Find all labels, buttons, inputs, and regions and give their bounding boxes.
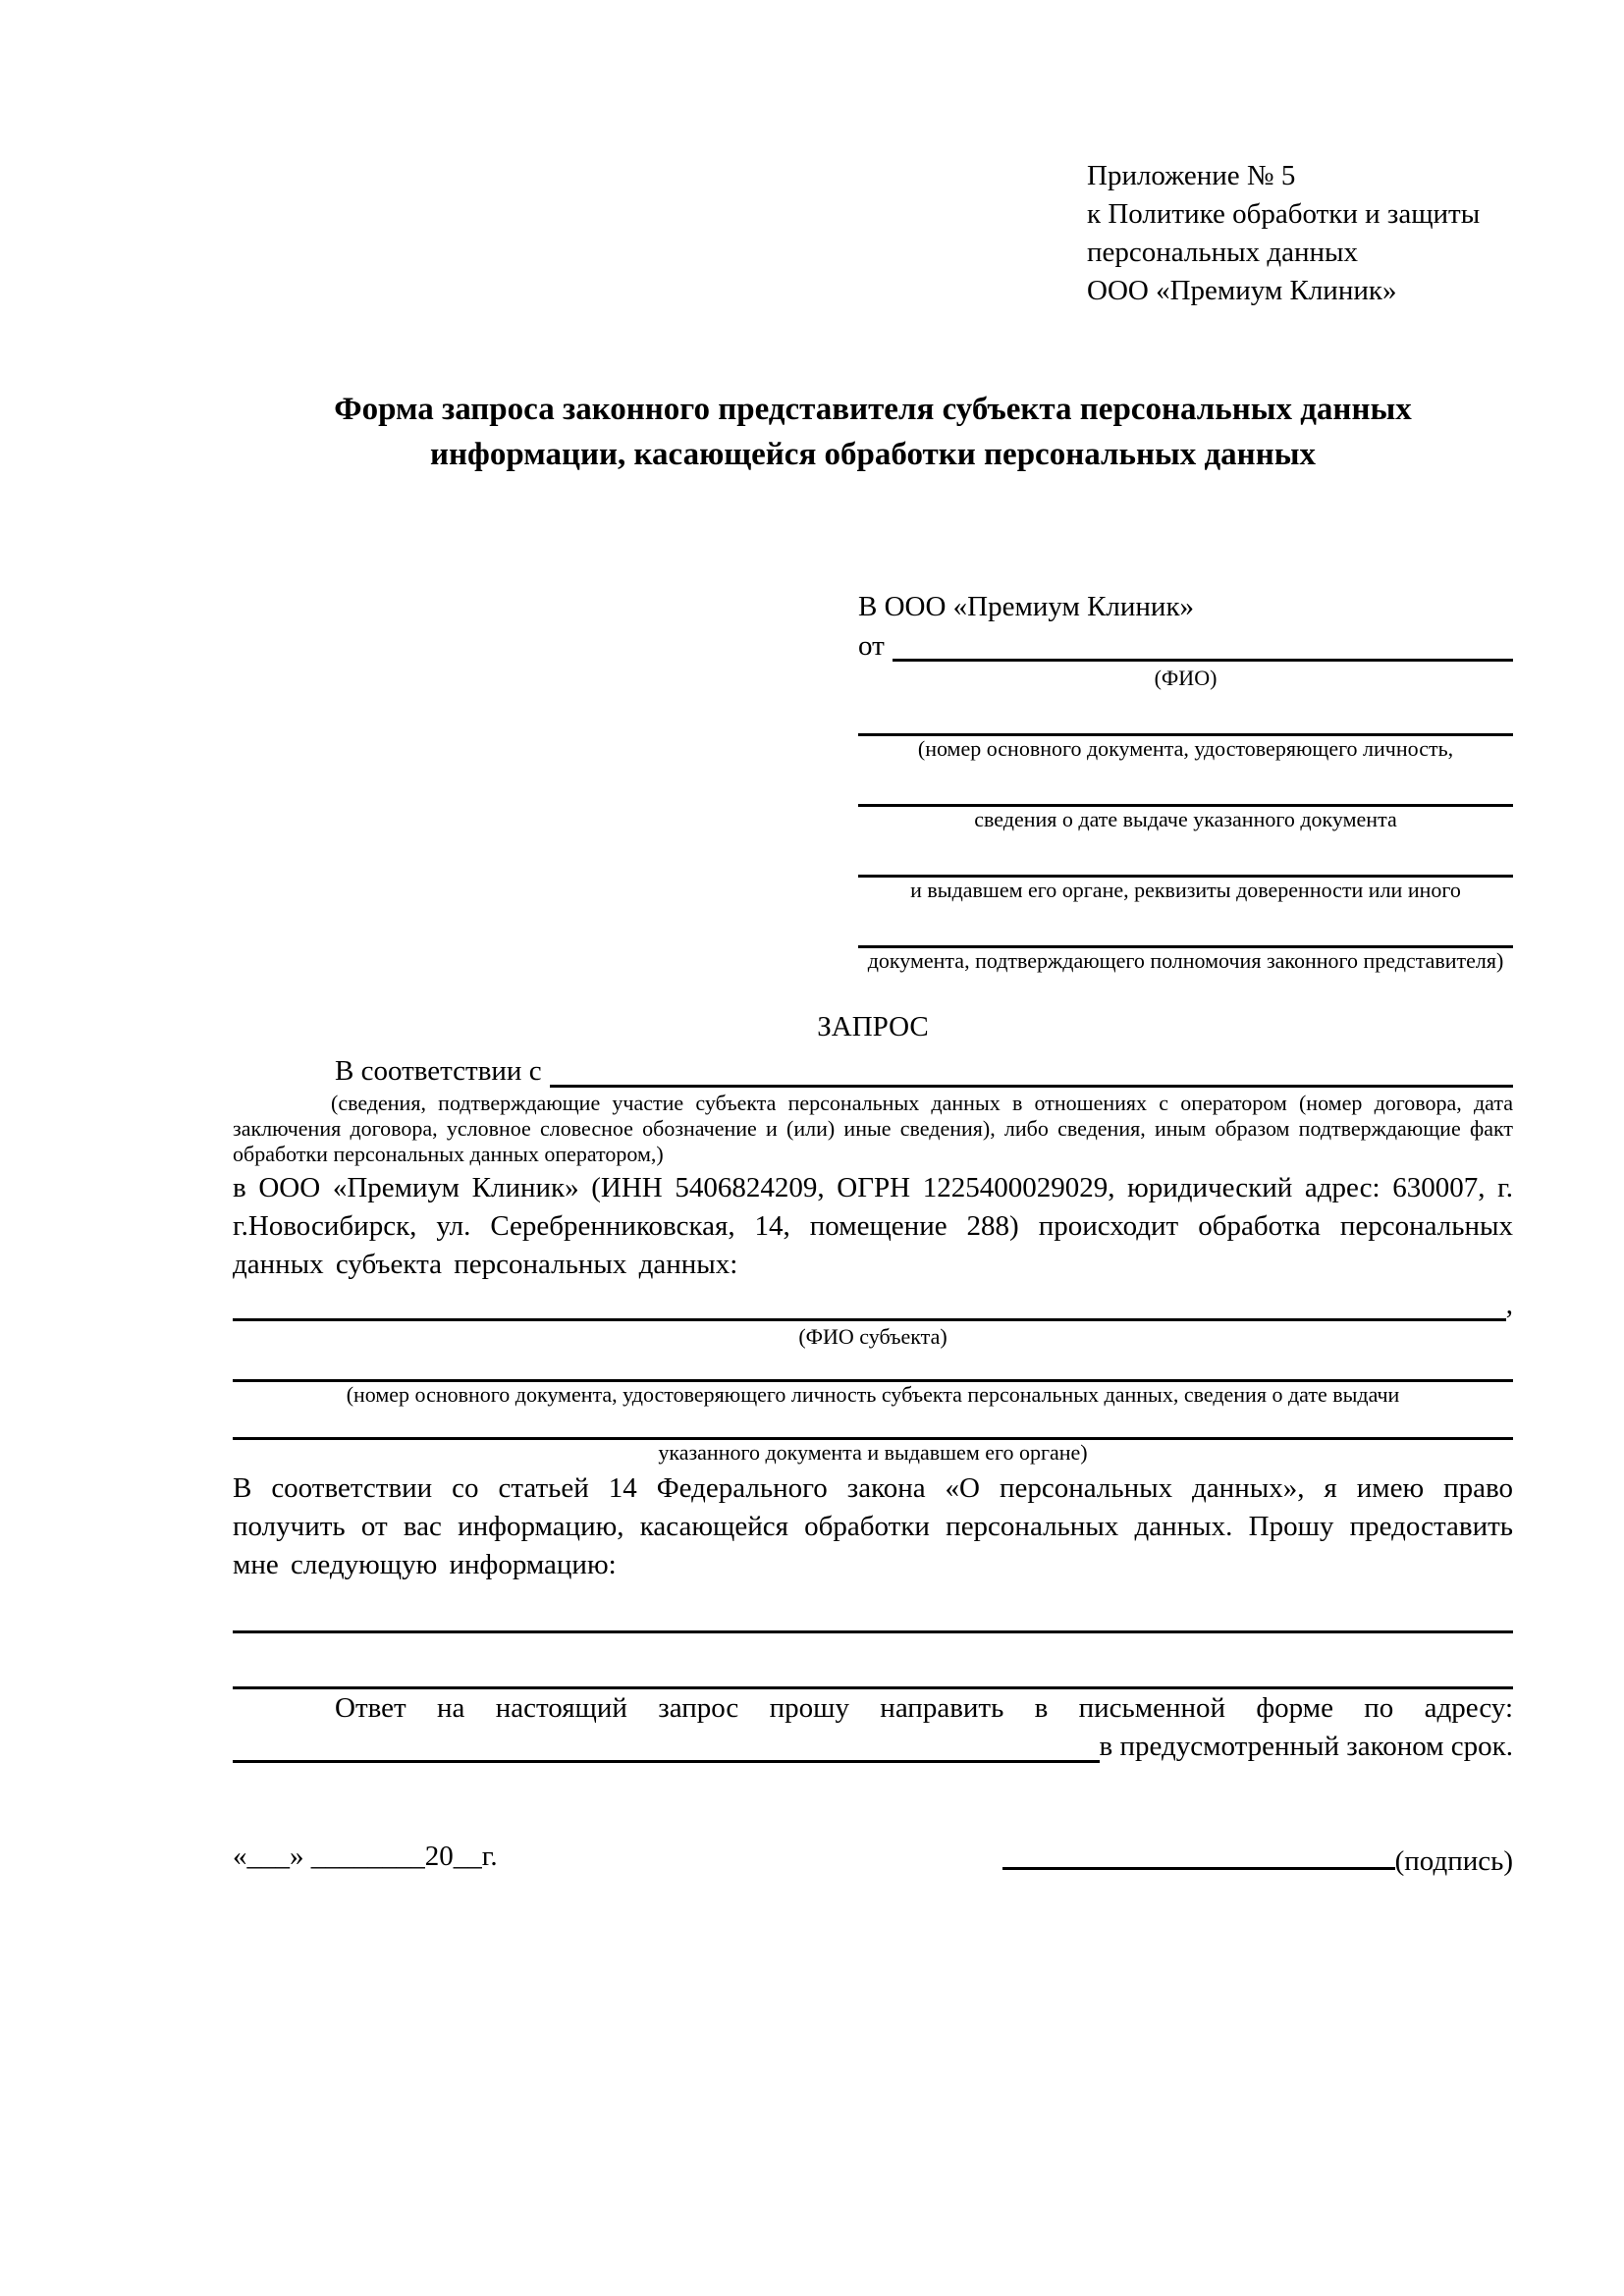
from-blank-line [893, 626, 1513, 662]
subject-doc-caption-2: указанного документа и выдавшем его органе) [658, 1440, 1088, 1465]
annex-note [1087, 157, 1513, 310]
law-paragraph: В соответствии со статьей 14 Федерального закона «О персональных данных», я имею право получить от вас информацию, касающейся обработки персональных данных. Прошу предоставить мне следующую информацию: [233, 1472, 1513, 1580]
rep-doc-blank-line-4 [858, 903, 1513, 948]
rep-doc-caption-1: (номер основного документа, удостоверяющего личность, [917, 736, 1454, 761]
basis-label: В соответствии с [335, 1055, 542, 1087]
title-line-1: Форма запроса законного представителя субъекта персональных данных [334, 392, 1412, 427]
subject-doc-blank-line-1 [233, 1350, 1513, 1382]
fio-caption: (ФИО) [1154, 666, 1218, 690]
address-blank-line [233, 1728, 1100, 1763]
deadline-row [233, 1728, 1513, 1766]
rep-doc-blank-line-2 [858, 762, 1513, 807]
date-line: «___» ________20__г. [233, 1841, 498, 1872]
rep-doc-caption-2: сведения о дате выдаче указанного документа [974, 807, 1397, 831]
request-heading: ЗАПРОС [817, 1011, 929, 1042]
info-blank-line-2 [233, 1633, 1513, 1689]
subject-doc-blank-line-2 [233, 1408, 1513, 1440]
subject-fio-comma: , [1505, 1289, 1513, 1320]
rep-doc-caption-4: документа, подтверждающего полномочия законного представителя) [867, 948, 1504, 973]
signature-group [1002, 1838, 1513, 1881]
from-label: от [858, 630, 885, 662]
response-paragraph: Ответ на настоящий запрос прошу направить в письменной форме по адресу: [335, 1692, 1513, 1724]
signature-blank-line [1002, 1838, 1395, 1870]
from-row [858, 626, 1513, 666]
annex-line: ООО «Премиум Клиник» [1087, 275, 1397, 306]
subject-fio-row [233, 1286, 1513, 1324]
rep-doc-blank-line-3 [858, 832, 1513, 878]
annex-line: персональных данных [1087, 237, 1359, 268]
deadline-text: в предусмотренный законом срок. [1099, 1731, 1513, 1762]
subject-fio-caption: (ФИО субъекта) [798, 1324, 947, 1349]
basis-caption: (сведения, подтверждающие участие субъекта персональных данных в отношениях с оператором (номер договора, дата заключения договора, условное словесное обозначение и (или) иные сведения), либо сведения, иным образом подтверждающие факт обработки персональных данных оператором,) [233, 1091, 1513, 1166]
subject-doc-caption-1: (номер основного документа, удостоверяющего личность субъекта персональных данных, сведения о дате выдачи [346, 1382, 1400, 1407]
addressee-to: В ООО «Премиум Клиник» [858, 591, 1195, 622]
rep-doc-caption-3: и выдавшем его органе, реквизиты доверенности или иного [910, 878, 1461, 902]
operator-paragraph: в ООО «Премиум Клиник» (ИНН 5406824209, ОГРН 1225400029029, юридический адрес: 630007, г. г.Новосибирск, ул. Серебренниковская, 14, помещение 288) происходит обработка персональных данных субъекта персональных данных: [233, 1172, 1513, 1280]
title-line-2: информации, касающейся обработки персональных данных [430, 437, 1316, 472]
basis-row [233, 1052, 1513, 1091]
annex-line: Приложение № 5 [1087, 160, 1296, 191]
addressee-block [858, 587, 1513, 974]
footer-row [233, 1838, 1513, 1881]
annex-line: к Политике обработки и защиты [1087, 198, 1481, 230]
subject-fio-blank-line [233, 1286, 1506, 1321]
info-blank-line-1 [233, 1584, 1513, 1633]
rep-doc-blank-line-1 [858, 691, 1513, 736]
basis-blank-line [550, 1052, 1513, 1088]
signature-caption: (подпись) [1394, 1845, 1513, 1877]
document-title [233, 387, 1513, 477]
